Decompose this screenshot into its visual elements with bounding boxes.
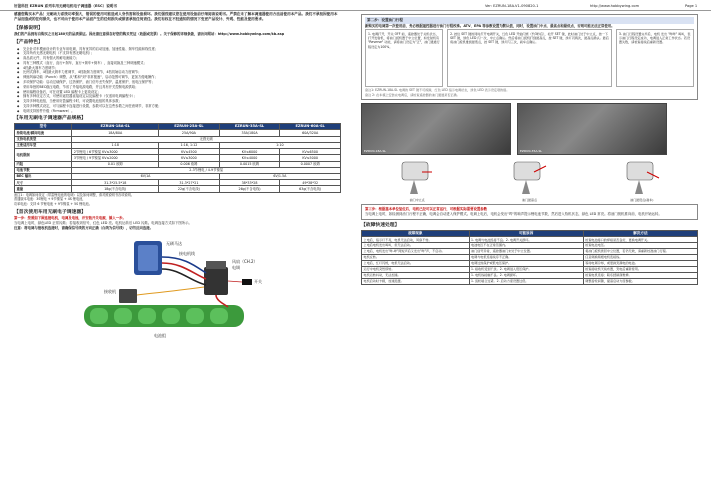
diagram-label: 电池组 (154, 332, 166, 338)
cell-value: KV≤2000 (102, 155, 118, 160)
warranty-heading: 【保修说明】 (14, 25, 43, 31)
table-cell: 检查电池电压。 (583, 243, 697, 249)
first-use-note: 注意：将电调与接收机连接时，请确保信号线的方向正确（白线为信号线），切勿反向连接。 (14, 225, 154, 230)
spec-header-cell: EZRUN-18A-SL (72, 123, 159, 130)
table-cell: 31.3*27*21 (159, 180, 220, 186)
battery-cell (90, 308, 108, 324)
spec-note: 普通版本电池：3S锂电 + 9节镍氢 + 4S 锂电池， (14, 197, 86, 202)
diagram-label: 接收机 (104, 288, 116, 294)
esc-fan-shape (206, 261, 226, 269)
table-cell: 1. 接收机受到干扰。2. 电调进入低压保护。 (469, 266, 583, 272)
row-label: 内阻 (15, 161, 72, 167)
right-column (361, 12, 698, 285)
table-cell: 0.01 欧姆 (72, 161, 159, 167)
switch-wire (228, 281, 242, 282)
step3-box (361, 204, 698, 220)
step3-text: 当电调上电时，如检测到油门行程不正确，电调会自动进入保护模式。电调上电后，电机会发出"哔"的响声提示锂电池节数，然后进入待机状态，绿色 LED 常亮。将油门扳机推向前，电机开始运转。 (365, 212, 662, 217)
spec-note: 功率电池：支持 6 节锂电池 + 9节镍氢 + 5S 锂电池。 (14, 201, 92, 206)
row-label: 支持电机类型 (15, 136, 72, 142)
table-cell: 1:16, 1:12 (159, 142, 220, 148)
table-cell: 22g(不含电线) (159, 186, 220, 192)
spec-note: 备注1：电调如何设定（带雷锂电池的电调）以及如何调整，请对照说明书各项说明。 (14, 192, 134, 197)
spec-header-row (15, 123, 341, 130)
feature-item: ◆ 伸缩风扇功能（Punch）调整，从"柔和"到"非常极速"，启动范围可调节，更加方便地操作； (17, 75, 341, 80)
trouble-table (361, 230, 698, 285)
table-cell: KV≤5000 (280, 155, 341, 161)
table-cell: 上电后，电机发出"哔-哔"两短声后又发出"哔"声，不启动。 (362, 249, 470, 255)
step2-col: 3. 油门行程设置完毕后，电机 发出 "哔哔" 鸣叫，表示油门行程设定成功，电调进入正常工作状态。若设置失败，请检查接线后重新设置。 (616, 29, 694, 87)
table-cell: 49*38*32 (280, 180, 341, 186)
feature-item: ◆ 比例式刹车，4档最大刹车力度调节，4档拖刹力度调节，4档初始启动力度调节； (17, 70, 341, 75)
row-label: 尺寸 (15, 180, 72, 186)
features-heading: 【产品特色】 (14, 40, 43, 46)
esc-photo (361, 103, 511, 155)
step2-columns (365, 29, 694, 87)
throttle-brake (607, 158, 677, 202)
table-cell: KV≤6500 (280, 149, 341, 155)
switch-shape (242, 279, 252, 285)
signal-wire (137, 287, 204, 295)
table-cell: 调整齿轮间隙，提高启动力度参数。 (583, 278, 697, 284)
transmitter-icon (504, 158, 554, 198)
row-label: 重量 (15, 186, 72, 192)
row-label: 电机限制 (15, 149, 72, 161)
spec-table (14, 123, 341, 193)
feature-item: ◆ 支持所有无感无刷电机（不支持有感无刷电机）； (17, 51, 341, 56)
trouble-header-cell: 解决方法 (583, 230, 697, 237)
table-cell: 运行中电机突然停转。 (362, 266, 470, 272)
table-cell: 0.0007 欧姆 (280, 161, 341, 167)
motor-wire (162, 257, 206, 273)
battery-cell (114, 308, 132, 324)
throttle-label: 油门最低点(刹车) (630, 198, 654, 203)
table-cell: 38*33*28 (219, 180, 280, 186)
trouble-heading: 【故障快速处理】 (361, 223, 400, 229)
table-cell: 油门信号异常，遥控器油门未处于中立位置。 (469, 249, 583, 255)
row-label: BEC 输出 (15, 174, 72, 180)
table-cell: 上电后，红灯闪烁，电机无法启动。 (362, 260, 470, 266)
table-cell: 60A/320A (280, 130, 341, 136)
feature-item: ◆ 高品质元件，具有强大的耐电流能力； (17, 56, 341, 61)
throttle-label: 油门中立点 (409, 198, 425, 203)
battery-cell (210, 308, 228, 324)
table-cell: KV≤3000 (159, 155, 220, 161)
throttle-full (494, 158, 564, 202)
motor-shape (138, 245, 158, 271)
table-cell: KV≤4000 (219, 155, 280, 161)
step2-caption: 备注1: EZRUN-18A-SL 电调的 SET 键不可拆卸，红色 LED 指示电调状态，绿色 LED 表示设定项的值。 (365, 87, 510, 92)
first-use-step1: 第一步：按照如下图连接电机，电调及电池，并安装开关电源，插入一步。 (14, 216, 126, 221)
wiring-diagram-svg (14, 235, 341, 343)
spec-header-cell: EZRUN-60A-SL (280, 123, 341, 130)
table-cell: 1. 电机线接触不良。2. 电调损坏。 (469, 272, 583, 278)
features-list (17, 47, 341, 114)
step2-intro: 新购买的电调第一次使用前，务必根据遥控器进行油门行程校准。ATV、EPA 等参数设置为默认值，同时，设置油门中点、最高点和最低点，否则可能无法正常使用。 (365, 23, 615, 28)
table-cell: 1:18 (72, 142, 159, 148)
esc-shape (204, 267, 228, 295)
trouble-header-cell: 可能原因 (469, 230, 583, 237)
sub-label: 3节锂电 / 9节镍氢 (73, 155, 102, 160)
diagram-label: 电调 (232, 264, 240, 270)
throttle-label: 油门最高点 (521, 198, 537, 203)
feature-item: ◆ 采用单独的BEC稳压电路，节省了外接电源电路，并且具有开关控制电源供给； (17, 85, 341, 90)
table-cell: 2-3节锂电 / 4-9节镍氢 (72, 167, 341, 173)
spec-notes (14, 193, 341, 207)
table-row (15, 186, 341, 192)
motor-wire (162, 269, 206, 285)
table-row (362, 237, 698, 243)
table-cell: 检查接收机天线布置，充电后重新使用。 (583, 266, 697, 272)
table-cell: 6V/1.5A (219, 174, 340, 180)
feature-item: ◆ 具有三种模式（直行，直行+刹车，直行+刹车+倒车），直接切换及三种调速模式； (17, 61, 341, 66)
feature-item: ◆ 使用编程设备后，可在设置 LED 编程卡上更改设定； (17, 90, 341, 95)
diagram-label: 开关 (254, 278, 262, 284)
table-cell: 上电后，指示灯不亮，电机无法启动，风扇不转。 (362, 237, 470, 243)
throttle-neutral (382, 158, 452, 202)
receiver-shape (119, 289, 137, 303)
table-cell: 电机反转。 (362, 255, 470, 261)
table-cell: 1. 齿轮啮合过紧。2. 启动力度设置过低。 (469, 278, 583, 284)
feature-item: ◆ 支持多种模式设定，可与编程卡连接进行设置，参数可以在这些参数之间任意调节，非常方便； (17, 104, 341, 109)
trouble-header-row (362, 230, 698, 237)
intro-paragraph: 感谢您购买本产品！无刷动力系统功率强大，错误的使用可能造成人身伤害和设备损坏。我们强烈建议您在使用设备前仔细阅读说明书。严禁在未了解本调速器使用方法前使用本产品。我们不承担因使用本产品而造成的任何损失，也不对由于使用本产品而产生的任何损失或损害承担任何责任。我们有权在不经通知的情况下变更产品设计、外观、性能及使用要求。 (14, 12, 338, 22)
battery-cell (186, 308, 204, 324)
table-cell: 31.3*25.5*18 (72, 180, 159, 186)
motor-wire (162, 263, 206, 279)
table-cell: 电池电压不在正常范围内。 (469, 243, 583, 249)
cell-value: KV≤3000 (102, 149, 118, 154)
spec-heading: 【车用无刷电子调速器产品规格】 (14, 116, 86, 122)
table-cell: 1. 电调与电池连接不良。2. 电调开关损坏。 (469, 237, 583, 243)
battery-cell (162, 308, 180, 324)
table-cell: 电调过热保护或低电压保护。 (469, 260, 583, 266)
table-cell: 等待电调冷却，或更换充满电的电池。 (583, 260, 697, 266)
table-cell: 上电后电机发出鸣叫，但无法启动。 (362, 243, 470, 249)
feature-item: ◆ 完全针对车模而设计的专业车用电调，具有优异的启动加速、加速性能、刹车性能和线性度； (17, 47, 341, 52)
step3-heading: 第三步：根据基本单位复位后，电机已经可以正常运行，可根据实际需要设置参数 (365, 207, 488, 212)
esc-photo (517, 103, 667, 155)
throttle-diagrams (361, 158, 698, 202)
spec-header-cell: EZRUN-35A-SL (219, 123, 280, 130)
table-cell: KV≤6000 (219, 149, 280, 155)
step2-heading: 第二步：设置油门行程 (365, 17, 694, 24)
row-label: 持续电流/瞬间电流 (15, 130, 72, 136)
esc-photos (361, 103, 698, 155)
table-cell: 25A/90A (159, 130, 220, 136)
row-label: 主要适用车型 (15, 142, 72, 148)
feature-item: ◆ 4档最大刹车力度调节； (17, 66, 341, 71)
first-use-heading: 【首次使用车用无刷电子调速器】 (14, 209, 86, 215)
table-cell: 1:10 (219, 142, 340, 148)
diagram-label: 接电机线 (179, 250, 195, 256)
sub-label: 2节锂电 / 6节镍氢 (73, 149, 102, 154)
trouble-header-cell: 故障现象 (362, 230, 470, 237)
warranty-text: 我们的产品拥有自购买之日起180天的品质保证。因此请注意保存好您的购买凭证（收据或发票）。关于保修的详细条款，请访问网站：http://www.hobbywing.com/kb.asp (14, 32, 285, 37)
table-cell: 任意调换两根电机连接线。 (583, 255, 697, 261)
table-cell: 63g(不含电线) (280, 186, 341, 192)
table-cell: 26g(不含电线) (219, 186, 280, 192)
table-cell: 6V/1A (72, 174, 219, 180)
table-cell: 电机启动时卡顿，加速迟缓。 (362, 278, 470, 284)
step2-col: 2. 按住 SET 键的同时打开电调开关，红色 LED 开始闪烁（约3秒后），松开 SET 键，此时油门处于中立点，按一下 SET 键，绿色 LED 闪一次，中立点确认。然后将油门扳机打到最高点，按 SET 键，绿灯闪两次，最高点确认。最后将油门扳机推到最低点，按 SET 键，绿灯闪三次，刹车点确认。 (447, 29, 612, 87)
transmitter-icon (617, 158, 667, 198)
photo-label: EZRUN-35A-SL (520, 149, 543, 154)
spec-header-cell: 型号 (15, 123, 72, 130)
table-cell: 35A/180A (219, 130, 280, 136)
table-cell: 检查电机连接；联系经销商维修。 (583, 272, 697, 278)
page-number: Page 1 (685, 4, 698, 8)
table-row (362, 278, 698, 284)
table-row (362, 249, 698, 255)
table-cell: KV≤4500 (159, 149, 220, 155)
step2-box (361, 14, 698, 100)
website-link[interactable]: http://www.hobbywing.com (590, 4, 640, 8)
left-column (14, 12, 341, 343)
page-header (0, 3, 711, 11)
feature-item: ◆ 电调支持固件升级（Firmware）。 (17, 109, 341, 114)
spec-header-cell: EZRUN-25A-SL (159, 123, 220, 130)
feature-item: ◆ 支持多种电池组，当使用好盈编程卡时，可设置电池组的具体参数； (17, 99, 341, 104)
wiring-diagram (14, 235, 341, 343)
step2-caption: 备注 2: 在车模上安装完电调后，请检查遥控器的油门通道是否正确。 (365, 92, 460, 97)
table-cell: 无感无刷 (72, 136, 341, 142)
transmitter-icon (392, 158, 442, 198)
table-cell: 电调与电机连接线序不正确。 (469, 255, 583, 261)
battery-cell (138, 308, 156, 324)
first-use-step1-text: 当电调上电时，绿色LED 正常闪烁；若接收到信号，红色 LED 亮。电机运转后 LED 闪烁。电调连接方式如下图所示。 (14, 220, 192, 225)
table-cell: 18A/80A (72, 130, 159, 136)
photo-label: EZRUN-18A-SL (364, 149, 387, 154)
diagram-label: 无刷马达 (166, 240, 182, 246)
table-cell: 0.006 欧姆 (159, 161, 220, 167)
version-label: Ver: EZRUN-18A-V1-090820-1 (485, 4, 539, 8)
table-cell: 将油门扳机拨回中立位置，若仍无效，请重新校准油门行程。 (583, 249, 697, 255)
feature-item: ◆ 拥有多种设定方式，可使用遥控器直接设定以及编程卡（仅适用电调编程卡）； (17, 94, 341, 99)
table-cell: 检查电池接口的焊接是否良好，更换电调开关。 (583, 237, 697, 243)
table-cell: 18g(不含电线) (72, 186, 159, 192)
feature-item: ◆ 多项保护功能：启动过载保护，过热保护，油门信号丢失保护，温度保护，低电压保护等； (17, 80, 341, 85)
table-cell: 电机运转抖动，无法加速。 (362, 272, 470, 278)
diagram-label: 风扇（CH.2） (232, 258, 258, 264)
row-label: 电池节数 (15, 167, 72, 173)
table-cell: 0.0015 欧姆 (219, 161, 280, 167)
document-title: 好盈科技 EZRUN 系列车用无刷电机电子调速器（ESC）说明书 (14, 4, 117, 8)
step2-col: 1. 电调打开，开关 OFF 前，遥控器处于关机状态，打开发射机，将油门扳机置于中立位置，如发射机有 "Reverse" 功能，请将油门设定为"正"，油门通道行程设定为100%。 (365, 29, 443, 87)
